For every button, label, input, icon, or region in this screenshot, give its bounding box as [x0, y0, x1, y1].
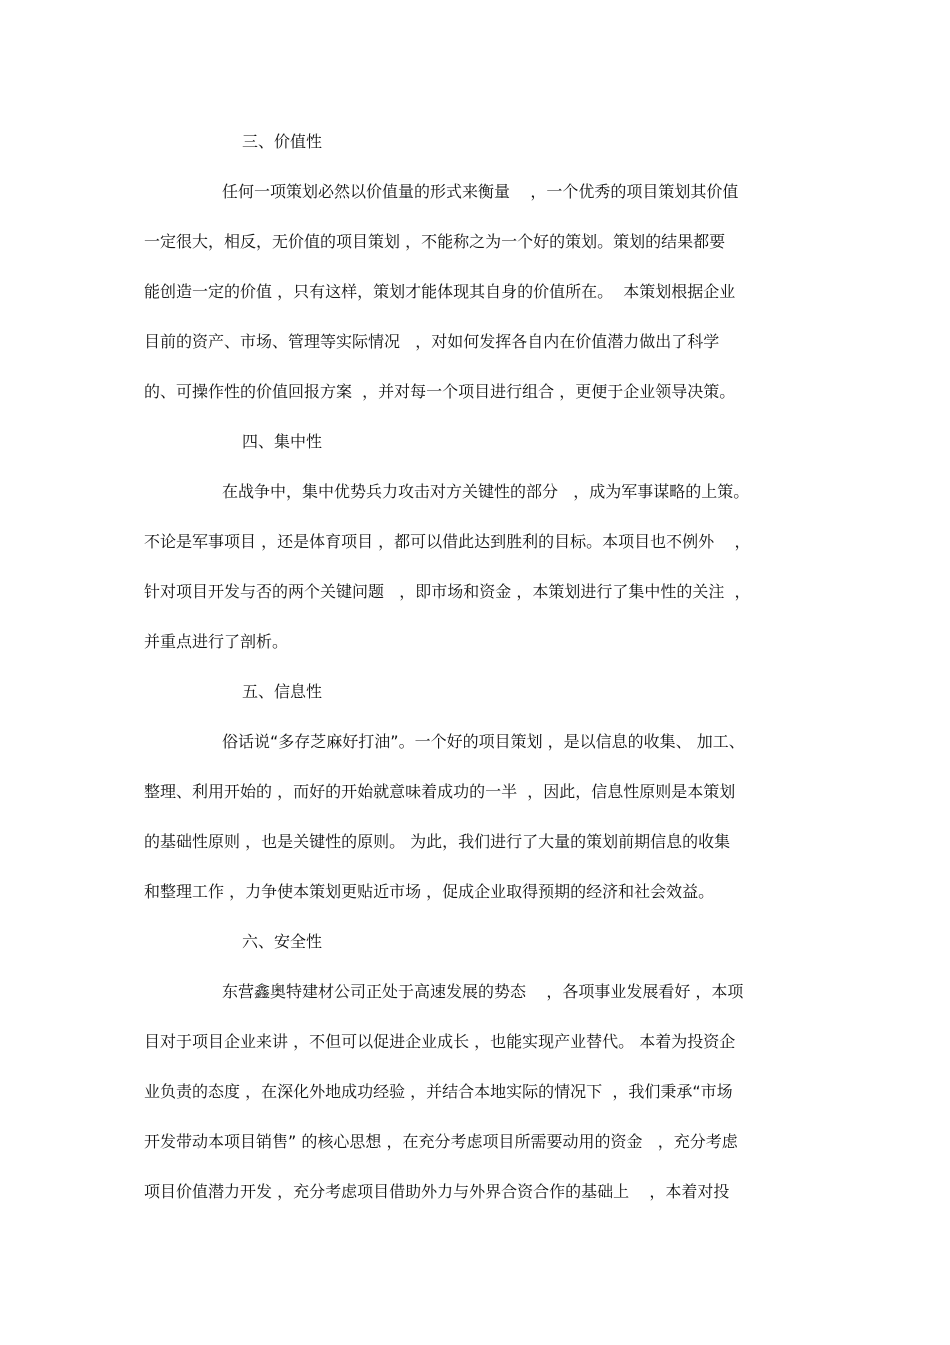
section-heading-concentration: 四、集中性	[242, 432, 323, 451]
paragraph-line: 能创造一定的价值 ，只有这样，策划才能体现其自身的价值所在。 本策划根据企业	[144, 282, 736, 301]
paragraph-line: 任何一项策划必然以价值量的形式来衡量 ，一个优秀的项目策划其价值	[222, 182, 739, 201]
paragraph-line: 在战争中，集中优势兵力攻击对方关键性的部分 ，成为军事谋略的上策。	[222, 482, 750, 501]
paragraph-line: 一定很大，相反，无价值的项目策划 ，不能称之为一个好的策划。策划的结果都要	[144, 232, 726, 251]
paragraph-line: 不论是军事项目 ，还是体育项目 ，都可以借此达到胜利的目标。本项目也不例外 ，	[144, 532, 751, 551]
paragraph-line: 和整理工作 ，力争使本策划更贴近市场 ，促成企业取得预期的经济和社会效益。	[144, 882, 715, 901]
paragraph-line: 目前的资产、市场、管理等实际情况 ，对如何发挥各自内在价值潜力做出了科学	[144, 332, 720, 351]
paragraph-line: 目对于项目企业来讲 ，不但可以促进企业成长 ，也能实现产业替代。 本着为投资企	[144, 1032, 736, 1051]
paragraph-line: 并重点进行了剖析。	[144, 632, 289, 651]
paragraph-line: 俗话说“多存芝麻好打油”。一个好的项目策划 ，是以信息的收集、 加工、	[222, 732, 745, 751]
paragraph-line: 的基础性原则 ，也是关键性的原则。 为此，我们进行了大量的策划前期信息的收集	[144, 832, 731, 851]
paragraph-line: 针对项目开发与否的两个关键问题 ，即市场和资金 ，本策划进行了集中性的关注 ，	[144, 582, 751, 601]
paragraph-line: 东营鑫奥特建材公司正处于高速发展的势态 ，各项事业发展看好 ，本项	[222, 982, 744, 1001]
paragraph-line: 项目价值潜力开发 ，充分考虑项目借助外力与外界合资合作的基础上 ，本着对投	[144, 1182, 730, 1201]
paragraph-line: 的、可操作性的价值回报方案 ，并对每一个项目进行组合 ，更便于企业领导决策。	[144, 382, 736, 401]
paragraph-line: 开发带动本项目销售” 的核心思想 ，在充分考虑项目所需要动用的资金 ，充分考虑	[144, 1132, 738, 1151]
paragraph-line: 整理、利用开始的 ，而好的开始就意味着成功的一半 ，因此，信息性原则是本策划	[144, 782, 736, 801]
paragraph-line: 业负责的态度 ，在深化外地成功经验 ，并结合本地实际的情况下 ，我们秉承“市场	[144, 1082, 733, 1101]
section-heading-safety: 六、安全性	[242, 932, 323, 951]
section-heading-information: 五、信息性	[242, 682, 323, 701]
section-heading-value: 三、价值性	[242, 132, 323, 151]
